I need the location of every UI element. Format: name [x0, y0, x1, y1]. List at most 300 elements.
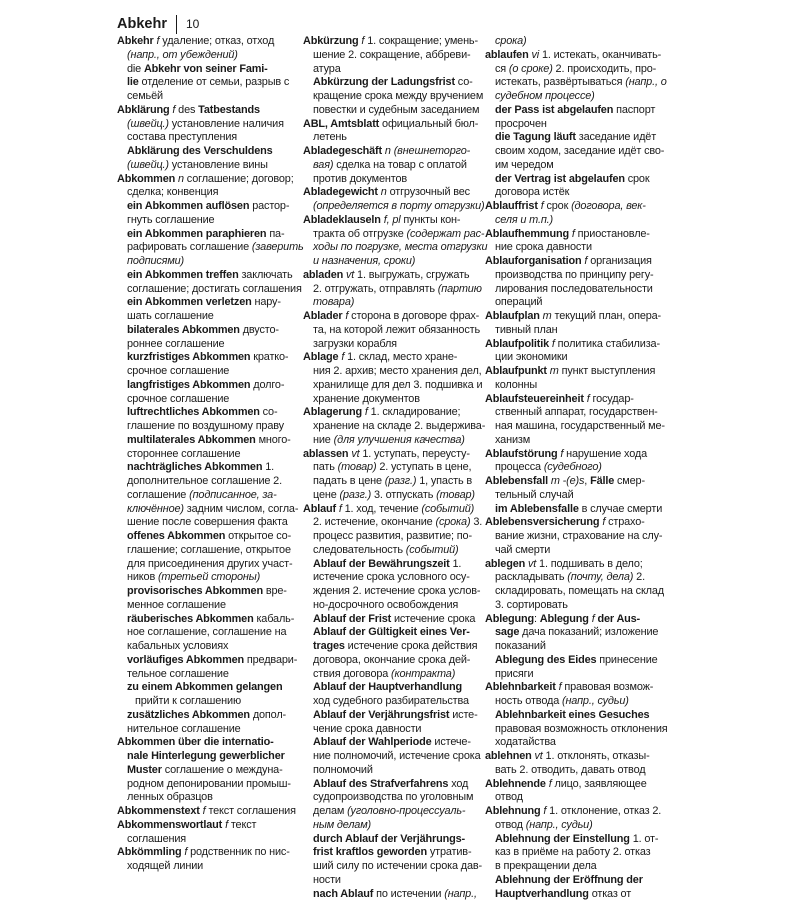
entry-line — [117, 791, 289, 805]
entry-line — [117, 310, 289, 324]
entry-line — [303, 571, 485, 585]
entry-line — [303, 558, 485, 572]
entry-term: Ablehnbarkeit — [485, 681, 556, 693]
entry-line — [117, 860, 289, 874]
entry-note: f — [543, 805, 546, 817]
entry-note: f — [172, 104, 175, 116]
entry-note: f — [361, 35, 364, 47]
entry-term: Hauptverhandlung — [495, 888, 589, 900]
entry-note: vi — [531, 49, 539, 61]
entry-line — [485, 35, 677, 49]
entry-text: паспорт — [613, 104, 655, 116]
entry-line — [117, 613, 289, 627]
entry-text: колонны — [495, 379, 537, 391]
entry-line — [303, 283, 485, 297]
entry-text: текст соглашения — [206, 805, 296, 817]
entry-text: чение срока давности — [313, 723, 421, 735]
entry-text: ходящей линии — [127, 860, 203, 872]
entry-line — [303, 76, 485, 90]
entry-note: f — [572, 228, 575, 240]
entry-headline — [485, 49, 677, 63]
entry-text: договора, окончание срока дей- — [313, 654, 470, 666]
entry-line — [485, 296, 677, 310]
entry-term: der Pass ist abgelaufen — [495, 104, 613, 116]
entry-line — [117, 49, 289, 63]
entry-line — [485, 283, 677, 297]
entry-text: пункт выступления — [559, 365, 656, 377]
entry-line — [117, 709, 289, 723]
entry-term: abladen — [303, 269, 343, 281]
entry-term: Ablagerung — [303, 406, 362, 418]
entry-text: атура — [313, 63, 341, 75]
entry-line — [303, 640, 485, 654]
entry-term: sage — [495, 626, 519, 638]
entry-term: Ablegung — [485, 613, 534, 625]
running-headword: Abkehr — [117, 16, 167, 32]
entry-text: пать — [313, 461, 338, 473]
entry-text: ников — [127, 571, 158, 583]
entry-text: 1, упасть в — [416, 475, 472, 487]
entry-line — [485, 324, 677, 338]
entry-line — [485, 654, 677, 668]
entry-term: Abladegewicht — [303, 186, 378, 198]
entry-text: тивный план — [495, 324, 557, 336]
entry-term: Ablehnung der Einstellung — [495, 833, 630, 845]
entry-line — [117, 833, 289, 847]
entry-note: (для улучшения качества) — [334, 434, 465, 446]
entry-note: (разг.) — [340, 489, 372, 501]
entry-line — [117, 269, 289, 283]
entry-headline — [303, 448, 485, 462]
entry-term: Ablauf des Strafverfahrens — [313, 778, 448, 790]
entry-text: удаление; отказ, отход — [159, 35, 274, 47]
entry-line — [303, 393, 485, 407]
entry-note: f — [560, 448, 563, 460]
entry-term: frist kraftlos geworden — [313, 846, 427, 858]
entry-line — [303, 668, 485, 682]
entry-text: допол- — [250, 709, 286, 721]
entry-text: ность отвода — [495, 695, 562, 707]
entry-headline — [117, 104, 289, 118]
entry-term: Ablegung — [540, 613, 589, 625]
entry-line — [303, 475, 485, 489]
entry-text: соглашения — [127, 833, 186, 845]
entry-text: кабальных условиях — [127, 640, 228, 652]
entry-term: trages — [313, 640, 345, 652]
entry-text: нару- — [252, 296, 281, 308]
entry-headline — [303, 186, 485, 200]
entry-note: (о сроке) — [509, 63, 553, 75]
entry-term: ablaufen — [485, 49, 529, 61]
entry-line — [303, 805, 485, 819]
entry-text: отвод — [495, 791, 523, 803]
entry-headline — [485, 750, 677, 764]
entry-term: Abladegeschäft — [303, 145, 382, 157]
entry-note: судебном процессе) — [495, 90, 595, 102]
entry-note: (напр., от убеждений) — [127, 49, 238, 61]
entry-note: f — [549, 778, 552, 790]
entry-note: (заверить — [252, 241, 304, 253]
entry-headline — [303, 145, 485, 159]
entry-note: (внешнеторго- — [394, 145, 470, 157]
entry-note: (швейц.) — [127, 118, 169, 130]
entry-note: (судебного) — [544, 461, 602, 473]
entry-text: глашение по воздушному праву — [127, 420, 284, 432]
entry-text: текст — [228, 819, 256, 831]
entry-line — [485, 503, 677, 517]
entry-line — [485, 90, 677, 104]
entry-note: f — [345, 310, 348, 322]
entry-text: делам — [313, 805, 347, 817]
entry-text: стороннее соглашение — [127, 448, 240, 460]
entry-line — [485, 118, 677, 132]
entry-line — [485, 461, 677, 475]
entry-line — [485, 489, 677, 503]
entry-line — [303, 131, 485, 145]
entry-term: Abkömmling — [117, 846, 181, 858]
entry-text: прийти к соглашению — [135, 695, 241, 707]
running-head — [117, 14, 199, 34]
entry-line — [303, 200, 485, 214]
entry-headline — [303, 406, 485, 420]
entry-note: (напр., — [444, 888, 477, 900]
entry-term: Ablauf — [303, 503, 336, 515]
entry-line — [485, 874, 677, 888]
entry-note: vt — [535, 750, 543, 762]
entry-term: die Tagung läuft — [495, 131, 576, 143]
entry-note: (напр., судьи) — [526, 819, 593, 831]
entry-text: хранилище для дел 3. подшивка и — [313, 379, 482, 391]
entry-note: vt — [351, 448, 359, 460]
entry-term: Ablehnbarkeit eines Gesuches — [495, 709, 649, 721]
entry-line — [117, 475, 289, 489]
entry-line — [485, 640, 677, 654]
entry-line — [117, 723, 289, 737]
entry-note: (подписанное, за- — [189, 489, 276, 501]
entry-text: 1. от- — [630, 833, 659, 845]
entry-term: Ablader — [303, 310, 343, 322]
entry-term: zu einem Abkommen gelangen — [127, 681, 282, 693]
entry-text: лицо, заявляющее — [552, 778, 647, 790]
entry-text: приостановле- — [575, 228, 650, 240]
entry-term: Ablauf der Verjährungsfrist — [313, 709, 449, 721]
entry-line — [117, 118, 289, 132]
entry-text: лирования последовательности — [495, 283, 653, 295]
entry-line — [117, 338, 289, 352]
entry-term: der Vertrag ist abgelaufen — [495, 173, 625, 185]
entry-text: соглашение о междуна- — [162, 764, 283, 776]
entry-text: тракта об отгрузке — [313, 228, 407, 240]
entry-text: следовательность — [313, 544, 406, 556]
entry-text: истече- — [432, 736, 471, 748]
entry-line — [303, 736, 485, 750]
entry-note: f — [184, 846, 187, 858]
entry-text: ние срока давности — [495, 241, 592, 253]
entry-text: истекать, развёртываться — [495, 76, 625, 88]
entry-note: n — [178, 173, 184, 185]
entry-term: im Ablebensfalle — [495, 503, 579, 515]
entry-note: (уголовно-процессуаль- — [347, 805, 465, 817]
entry-term: ABL, Amtsblatt — [303, 118, 379, 130]
entry-text: вать 2. отводить, давать отвод — [495, 764, 645, 776]
entry-term: Ablebensversicherung — [485, 516, 599, 528]
entry-headline — [303, 269, 485, 283]
entry-text: срочное соглашение — [127, 393, 229, 405]
entry-text: ное соглашение, соглашение на — [127, 626, 286, 638]
entry-term: ein Abkommen treffen — [127, 269, 239, 281]
entry-text: для присоединения других участ- — [127, 558, 293, 570]
entry-term: ablassen — [303, 448, 348, 460]
entry-line — [303, 750, 485, 764]
entry-line — [485, 379, 677, 393]
entry-line — [117, 159, 289, 173]
entry-line — [485, 530, 677, 544]
entry-text: утратив- — [427, 846, 471, 858]
entry-term: Abkehr — [117, 35, 154, 47]
entry-headline — [303, 214, 485, 228]
entry-line — [303, 379, 485, 393]
entry-term: luftrechtliches Abkommen — [127, 406, 260, 418]
entry-text: кращение срока между вручением — [313, 90, 483, 102]
entry-text: гнуть соглашение — [127, 214, 214, 226]
entry-text: ная машина, государственный ме- — [495, 420, 665, 432]
entry-text: 1. отклонять, отказы- — [543, 750, 650, 762]
entry-note: селя и т.п.) — [495, 214, 553, 226]
entry-text: хранение на складе 2. выдержива- — [313, 420, 485, 432]
entry-line — [485, 131, 677, 145]
entry-text: договора истёк — [495, 186, 569, 198]
entry-text: отгрузочный вес — [387, 186, 470, 198]
entry-line — [303, 173, 485, 187]
entry-text: ход судебного разбирательства — [313, 695, 469, 707]
entry-line — [303, 159, 485, 173]
entry-line — [117, 558, 289, 572]
entry-text: ход — [448, 778, 468, 790]
entry-line — [485, 709, 677, 723]
entry-text: глашение; соглашение, открытое — [127, 544, 291, 556]
entry-headline — [485, 475, 677, 489]
entry-line — [117, 393, 289, 407]
entry-note: f — [541, 200, 544, 212]
entry-text: ния 2. архив; место хранения дел, — [313, 365, 482, 377]
dictionary-column-1 — [117, 35, 289, 874]
entry-line — [485, 173, 677, 187]
entry-line — [303, 63, 485, 77]
entry-text: шение после совершения факта — [127, 516, 288, 528]
entry-term: zusätzliches Abkommen — [127, 709, 250, 721]
entry-text: правовая возможность отклонения — [495, 723, 668, 735]
entry-text: судопроизводства по уголовным — [313, 791, 473, 803]
entry-note: (контракта) — [391, 668, 455, 680]
entry-text: процесса — [495, 461, 544, 473]
entry-line — [303, 764, 485, 778]
entry-text: со- — [455, 76, 473, 88]
entry-note: m — [543, 310, 552, 322]
entry-text: 1. подшивать в дело; — [536, 558, 642, 570]
entry-line — [117, 668, 289, 682]
entry-term: Abkommenstext — [117, 805, 200, 817]
entry-text: 1. уступать, переусту- — [359, 448, 469, 460]
entry-term: offenes Abkommen — [127, 530, 225, 542]
entry-line — [303, 846, 485, 860]
entry-line — [117, 379, 289, 393]
entry-term: Ablauf der Hauptverhandlung — [313, 681, 462, 693]
entry-line — [303, 461, 485, 475]
entry-text: хранение документов — [313, 393, 420, 405]
entry-line — [303, 489, 485, 503]
entry-line — [117, 63, 289, 77]
entry-term: Ablaufplan — [485, 310, 540, 322]
entry-term: Abladeklauseln — [303, 214, 381, 226]
entry-note: (определяется в порту отгрузки) — [313, 200, 485, 212]
entry-line — [485, 63, 677, 77]
entry-text: нарушение хода — [563, 448, 647, 460]
dictionary-column-3 — [485, 35, 677, 901]
entry-term: Ablegung des Eides — [495, 654, 596, 666]
entry-line — [117, 365, 289, 379]
entry-line — [117, 448, 289, 462]
entry-note: (напр., о — [625, 76, 666, 88]
entry-term: ein Abkommen verletzen — [127, 296, 252, 308]
entry-term: Ablauforganisation — [485, 255, 582, 267]
header-divider — [176, 15, 177, 34]
entry-text: отвод — [495, 819, 526, 831]
entry-line — [303, 599, 485, 613]
entry-text: операций — [495, 296, 542, 308]
entry-term: ein Abkommen paraphieren — [127, 228, 266, 240]
entry-line — [303, 324, 485, 338]
dictionary-column-2 — [303, 35, 485, 901]
entry-text: со- — [260, 406, 278, 418]
entry-term: Tatbestands — [198, 104, 260, 116]
entry-line — [117, 764, 289, 778]
entry-line — [117, 681, 289, 695]
entry-text: кабаль- — [254, 613, 295, 625]
entry-line — [303, 681, 485, 695]
entry-line — [117, 283, 289, 297]
entry-headline — [485, 448, 677, 462]
entry-term: Abkehr von seiner Fami- — [144, 63, 268, 75]
entry-note: m -(e)s — [551, 475, 584, 487]
entry-note: f — [225, 819, 228, 831]
entry-line — [117, 420, 289, 434]
entry-text: тельное соглашение — [127, 668, 229, 680]
entry-note: (третьей стороны) — [158, 571, 260, 583]
entry-term: Abkommen — [117, 173, 175, 185]
entry-term: ein Abkommen auflösen — [127, 200, 249, 212]
entry-text: предвари- — [244, 654, 297, 666]
entry-text: die — [127, 63, 144, 75]
entry-line — [117, 640, 289, 654]
entry-line — [303, 613, 485, 627]
entry-line — [117, 90, 289, 104]
entry-text: ханизм — [495, 434, 530, 446]
entry-headline — [485, 310, 677, 324]
entry-headline — [485, 613, 677, 627]
entry-text: ходатайства — [495, 736, 556, 748]
entry-line — [485, 791, 677, 805]
entry-text: загрузки корабля — [313, 338, 397, 350]
entry-text: кратко- — [250, 351, 288, 363]
entry-text: просрочен — [495, 118, 547, 130]
entry-headline — [117, 736, 289, 750]
entry-text: 2. отгружать, отправлять — [313, 283, 438, 295]
entry-term: Abkürzung der Ladungsfrist — [313, 76, 455, 88]
entry-line — [117, 255, 289, 269]
entry-headline — [485, 228, 677, 242]
entry-text: 1. выгружать, сгружать — [354, 269, 469, 281]
entry-text: процесс развития, развитие; по- — [313, 530, 472, 542]
entry-text: истечение срока условного осу- — [313, 571, 470, 583]
entry-note: (партию — [438, 283, 482, 295]
entry-text: ждения 2. истечение срока услов- — [313, 585, 480, 597]
entry-text: сделка; конвенция — [127, 186, 218, 198]
entry-text: заключать — [239, 269, 293, 281]
entry-term: nale Hinterlegung gewerblicher — [127, 750, 285, 762]
entry-text: семьёй — [127, 90, 163, 102]
entry-note: f — [592, 613, 595, 625]
entry-text: установление наличия — [169, 118, 284, 130]
entry-line — [303, 695, 485, 709]
entry-text: 2. уступать в цене, — [376, 461, 471, 473]
entry-note: (напр., судьи) — [562, 695, 629, 707]
entry-note: f — [552, 338, 555, 350]
entry-line — [303, 654, 485, 668]
entry-line — [303, 90, 485, 104]
entry-text: ствия договора — [313, 668, 391, 680]
entry-note: (швейц.) — [127, 159, 169, 171]
entry-line — [117, 131, 289, 145]
entry-line — [485, 159, 677, 173]
entry-term: Ablehnung der Eröffnung der — [495, 874, 643, 886]
entry-note: f — [559, 681, 562, 693]
entry-headline — [485, 681, 677, 695]
entry-term: Ablaufstörung — [485, 448, 557, 460]
entry-text: 1. сокращение; умень- — [364, 35, 478, 47]
entry-line — [485, 819, 677, 833]
entry-text: соглашение; договор; — [184, 173, 294, 185]
entry-term: Abkommen über die internatio- — [117, 736, 274, 748]
entry-text: соглашение; достигать соглашения — [127, 283, 302, 295]
entry-text: истечение срока действия — [345, 640, 478, 652]
entry-line — [303, 104, 485, 118]
entry-term: Ablehnende — [485, 778, 546, 790]
entry-note: f — [602, 516, 605, 528]
entry-line — [117, 461, 289, 475]
entry-line — [303, 420, 485, 434]
entry-note: m — [550, 365, 559, 377]
entry-text: шение 2. сокращение, аббреви- — [313, 49, 470, 61]
entry-line — [303, 49, 485, 63]
entry-note: f — [365, 406, 368, 418]
entry-text: показаний — [495, 640, 546, 652]
entry-text: тельный случай — [495, 489, 574, 501]
entry-text: текущий план, опера- — [552, 310, 661, 322]
entry-headline — [303, 503, 485, 517]
entry-text: падать в цене — [313, 475, 385, 487]
entry-line — [303, 874, 485, 888]
entry-text: 2. — [633, 571, 645, 583]
entry-text: страхо- — [605, 516, 644, 528]
entry-headline — [117, 173, 289, 187]
entry-line — [485, 544, 677, 558]
entry-note: (событий) — [406, 544, 459, 556]
entry-line — [485, 571, 677, 585]
entry-line — [117, 351, 289, 365]
entry-line — [485, 736, 677, 750]
entry-line — [485, 104, 677, 118]
entry-text: полномочий — [313, 764, 373, 776]
